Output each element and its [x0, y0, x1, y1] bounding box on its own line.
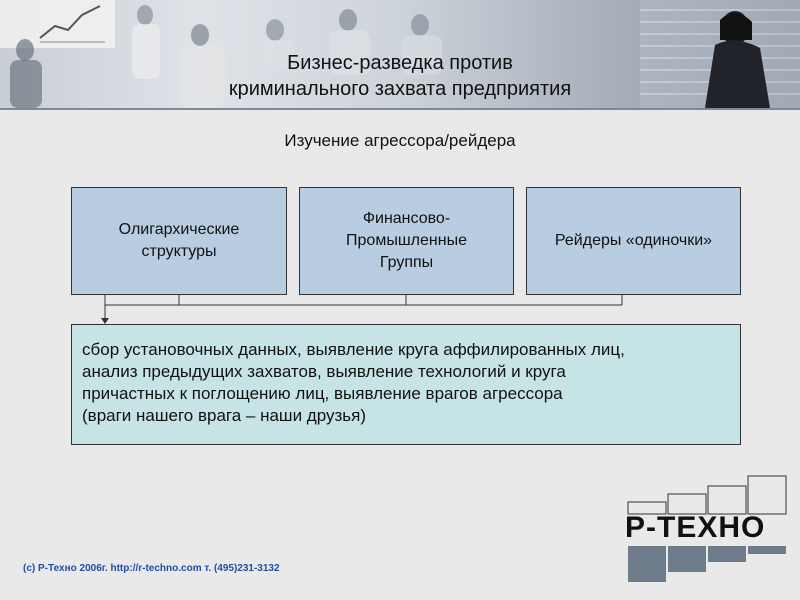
result-line: (враги нашего врага – наши друзья)	[82, 406, 366, 425]
financial-industrial-groups-box	[299, 187, 514, 295]
box-label-line: Олигархические	[118, 221, 240, 238]
slide-subtitle: Изучение агрессора/рейдера	[284, 131, 516, 150]
result-line: сбор установочных данных, выявление круга аффилированных лиц,	[82, 340, 625, 359]
result-line: причастных к поглощению лиц, выявление врагов агрессора	[82, 384, 563, 403]
research-actions-box	[71, 324, 741, 445]
footer-copyright: (c) Р-Техно 2006г. http://r-techno.com т. (495)231-3132	[23, 563, 280, 574]
result-line: анализ предыдущих захватов, выявление технологий и круга	[82, 362, 566, 381]
header-title-line-1: Бизнес-разведка против	[287, 52, 513, 74]
lone-raiders-box	[526, 187, 741, 295]
box-label-line: Промышленные	[346, 232, 467, 249]
logo-wordmark: Р-ТЕХНО	[625, 511, 766, 544]
box-label-line: структуры	[141, 243, 217, 260]
oligarchic-structures-box	[71, 187, 287, 295]
box-label-line: Группы	[379, 254, 434, 271]
box-label-line: Рейдеры «одиночки»	[554, 232, 713, 249]
box-label-line: Финансово-	[362, 210, 451, 227]
header-title-line-2: криминального захвата предприятия	[228, 78, 572, 100]
